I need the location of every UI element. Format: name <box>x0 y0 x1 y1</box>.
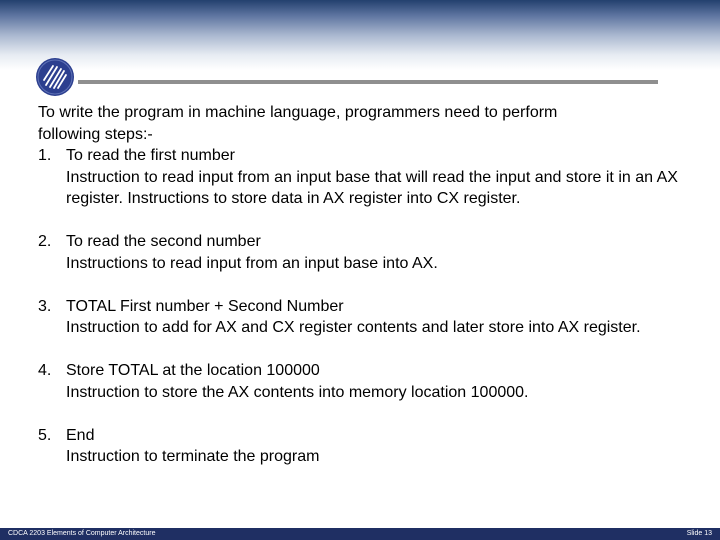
footer-slide-number: Slide 13 <box>686 530 712 537</box>
header-gradient-band <box>0 0 720 70</box>
step-title: End <box>66 426 95 444</box>
step-body <box>66 296 678 339</box>
step-item <box>38 296 678 339</box>
step-description: Instruction to terminate the program <box>66 448 320 465</box>
slide-body <box>38 102 678 468</box>
footer-course-title: CDCA 2203 Elements of Computer Architecture <box>8 530 156 537</box>
step-description: Instruction to store the AX contents into memory location 100000. <box>66 383 529 401</box>
header-divider <box>78 80 658 84</box>
intro-line: following steps:- <box>38 125 153 143</box>
step-body <box>66 425 678 468</box>
step-description: Instruction to add for AX and CX register contents and later store into AX register. <box>66 319 641 336</box>
step-item <box>38 360 678 403</box>
step-item <box>38 145 678 210</box>
step-number: 4. <box>38 362 52 379</box>
intro-line: To write the program in machine language, programmers need to perform <box>38 104 558 121</box>
step-title: To read the first number <box>66 147 235 164</box>
step-body <box>66 360 678 403</box>
step-body <box>66 231 678 274</box>
step-body <box>66 145 678 210</box>
step-description: Instructions to read input from an input base into AX. <box>66 254 438 272</box>
step-title: TOTAL First number + Second Number <box>66 297 344 315</box>
step-number: 2. <box>38 233 52 250</box>
step-title: Store TOTAL at the location 100000 <box>66 362 320 379</box>
step-item <box>38 425 678 468</box>
intro-paragraph <box>38 102 678 145</box>
step-title: To read the second number <box>66 233 261 250</box>
step-number: 5. <box>38 426 52 444</box>
step-item <box>38 231 678 274</box>
logo-icon <box>35 57 75 97</box>
step-number: 3. <box>38 297 52 315</box>
step-number: 1. <box>38 147 52 164</box>
step-description: Instruction to read input from an input base that will read the input and store it in an AX register. Instructions to store data in AX register into CX register. <box>66 168 678 207</box>
footer-bar <box>0 528 720 540</box>
